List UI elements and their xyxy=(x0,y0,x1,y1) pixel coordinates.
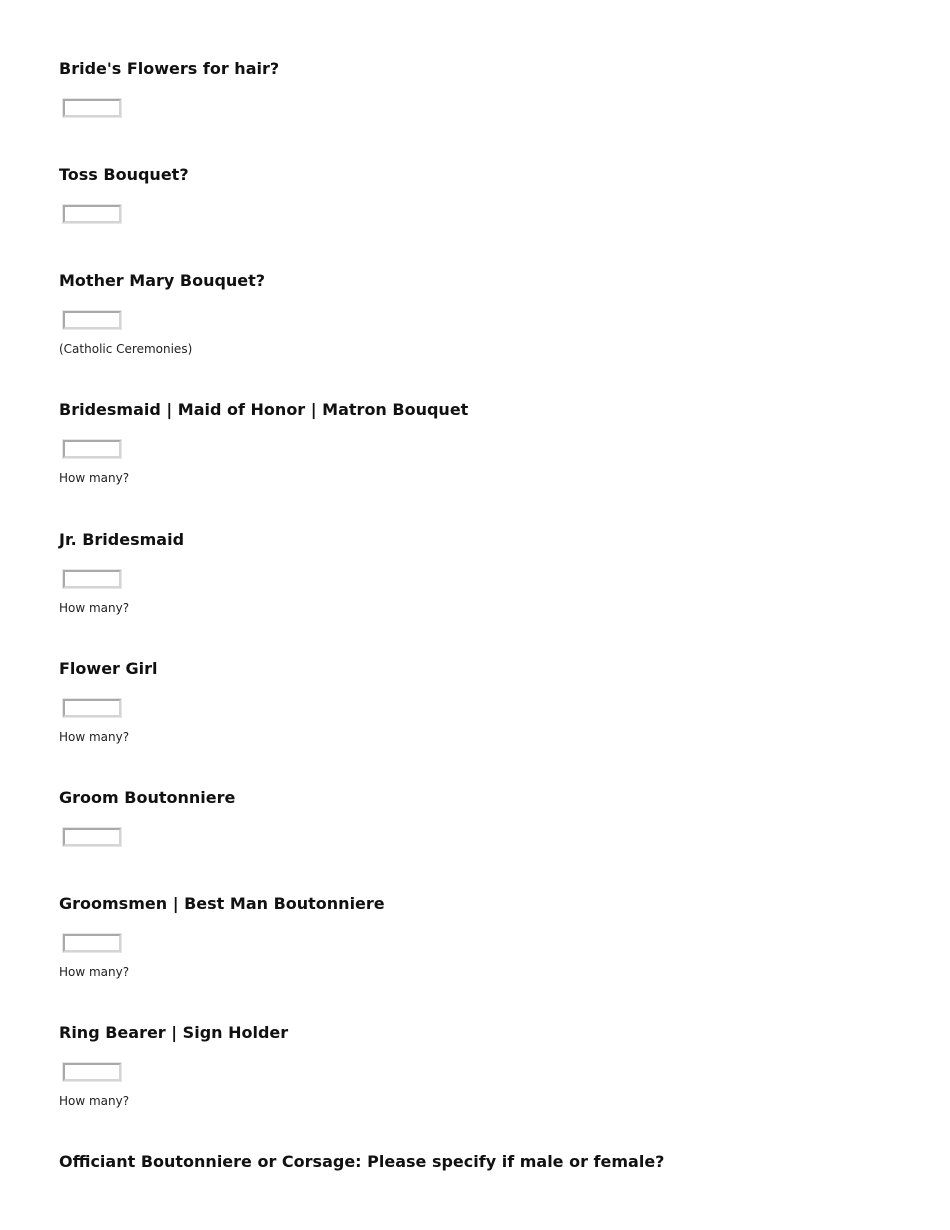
input-bridesmaid-bouquet[interactable] xyxy=(63,440,121,458)
checkbox-groom-boutonniere[interactable] xyxy=(63,828,121,846)
field-hint: (Catholic Ceremonies) xyxy=(59,342,193,356)
field-hint: How many? xyxy=(59,730,130,744)
field-label: Mother Mary Bouquet? xyxy=(59,271,266,290)
field-groom-boutonniere xyxy=(59,788,235,808)
field-hint: How many? xyxy=(59,601,130,615)
input-groomsmen-boutonniere[interactable] xyxy=(63,934,121,952)
field-label: Toss Bouquet? xyxy=(59,165,189,184)
field-toss-bouquet xyxy=(59,165,189,185)
field-label: Jr. Bridesmaid xyxy=(59,530,185,549)
field-mother-mary-bouquet xyxy=(59,271,266,356)
input-flower-girl[interactable] xyxy=(63,699,121,717)
field-bridesmaid-bouquet xyxy=(59,400,469,485)
field-hint: How many? xyxy=(59,471,130,485)
input-jr-bridesmaid[interactable] xyxy=(63,570,121,588)
field-label: Officiant Boutonniere or Corsage: Please specify if male or female? xyxy=(59,1152,665,1171)
field-officiant xyxy=(59,1152,664,1172)
field-groomsmen-boutonniere xyxy=(59,894,385,979)
field-brides-flowers-hair xyxy=(59,59,279,79)
field-ring-bearer xyxy=(59,1023,289,1108)
field-label: Groom Boutonniere xyxy=(59,788,236,807)
field-hint: How many? xyxy=(59,1094,130,1108)
field-label: Groomsmen | Best Man Boutonniere xyxy=(59,894,385,913)
field-jr-bridesmaid xyxy=(59,530,185,615)
field-label: Bridesmaid | Maid of Honor | Matron Bouquet xyxy=(59,400,469,419)
field-label: Bride's Flowers for hair? xyxy=(59,59,280,78)
field-label: Ring Bearer | Sign Holder xyxy=(59,1023,289,1042)
checkbox-mother-mary-bouquet[interactable] xyxy=(63,311,121,329)
field-flower-girl xyxy=(59,659,158,744)
checkbox-toss-bouquet[interactable] xyxy=(63,205,121,223)
field-hint: How many? xyxy=(59,965,130,979)
checkbox-brides-flowers-hair[interactable] xyxy=(63,99,121,117)
field-label: Flower Girl xyxy=(59,659,158,678)
input-ring-bearer[interactable] xyxy=(63,1063,121,1081)
